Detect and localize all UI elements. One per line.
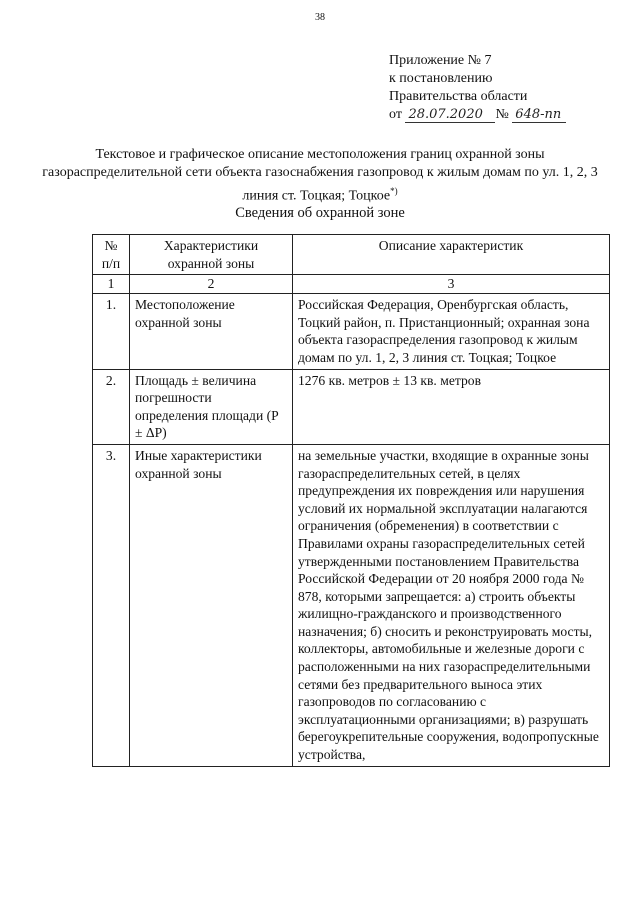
column-number: 2: [130, 275, 293, 294]
row-description: на земельные участки, входящие в охранные зоны газораспределительных сетей, в целях предупреждения их повреждения или нарушения условий их нормальной эксплуатации налагаются ограничения (обременения) в соответствии с Правилами охраны газораспределительных сетей утвержденными постановлением Правительства Российской Федерации от 20 ноября 2000 года № 878, которыми запрещается: а) строить объекты жилищно-гражданского и производственного назначения; б) сносить и реконструировать мосты, коллекторы, автомобильные и железные дороги с расположенными на них газораспределительными сетями без предварительного выноса этих газопроводов по согласованию с эксплуатационными организациями; в) разрушать берегоукрепительные сооружения, водопропускные устройства,: [293, 444, 610, 766]
handwritten-number: 648-пп: [512, 107, 566, 123]
column-number: 3: [293, 275, 610, 294]
row-characteristic: Иные характеристики охранной зоны: [130, 444, 293, 766]
appendix-line-1: Приложение № 7: [389, 53, 492, 68]
handwritten-date: 28.07.2020: [405, 107, 495, 123]
row-number: 3.: [93, 444, 130, 766]
row-characteristic: Местоположение охранной зоны: [130, 294, 293, 369]
protected-zone-table: [92, 234, 610, 767]
appendix-line-3: Правительства области: [389, 89, 528, 104]
appendix-line-2: к постановлению: [389, 71, 493, 86]
row-description: Российская Федерация, Оренбургская область, Тоцкий район, п. Пристанционный; охранная зона объекта газораспределения газопровод к жилым домам по ул. 1, 2, 3 линия ст. Тоцкая; Тоцкое: [293, 294, 610, 369]
title-footnote-mark: *): [390, 186, 398, 196]
column-number-row: [93, 275, 610, 294]
row-number: 2.: [93, 369, 130, 444]
number-prefix: №: [495, 107, 509, 122]
header-characteristic: Характеристики охранной зоны: [130, 235, 293, 275]
table-header-row: [93, 235, 610, 275]
page-number: 38: [315, 12, 325, 23]
section-subtitle: Сведения об охранной зоне: [235, 205, 405, 221]
table-row: [93, 369, 610, 444]
header-number: № п/п: [93, 235, 130, 275]
appendix-date-line: [389, 106, 566, 124]
date-prefix: от: [389, 107, 402, 122]
header-description: Описание характеристик: [293, 235, 610, 275]
appendix-header: [389, 52, 566, 124]
table-row: [93, 294, 610, 369]
column-number: 1: [93, 275, 130, 294]
title-text: Текстовое и графическое описание местоположения границ охранной зоны газораспределительной сети объекта газоснабжения газопровод к жилым домам по ул. 1, 2, 3 линия ст. Тоцкая; Тоцкое: [42, 147, 598, 204]
row-description: 1276 кв. метров ± 13 кв. метров: [293, 369, 610, 444]
row-characteristic: Площадь ± величина погрешности определения площади (P ± ΔP): [130, 369, 293, 444]
table-row: [93, 444, 610, 766]
row-number: 1.: [93, 294, 130, 369]
document-title: [40, 146, 600, 206]
